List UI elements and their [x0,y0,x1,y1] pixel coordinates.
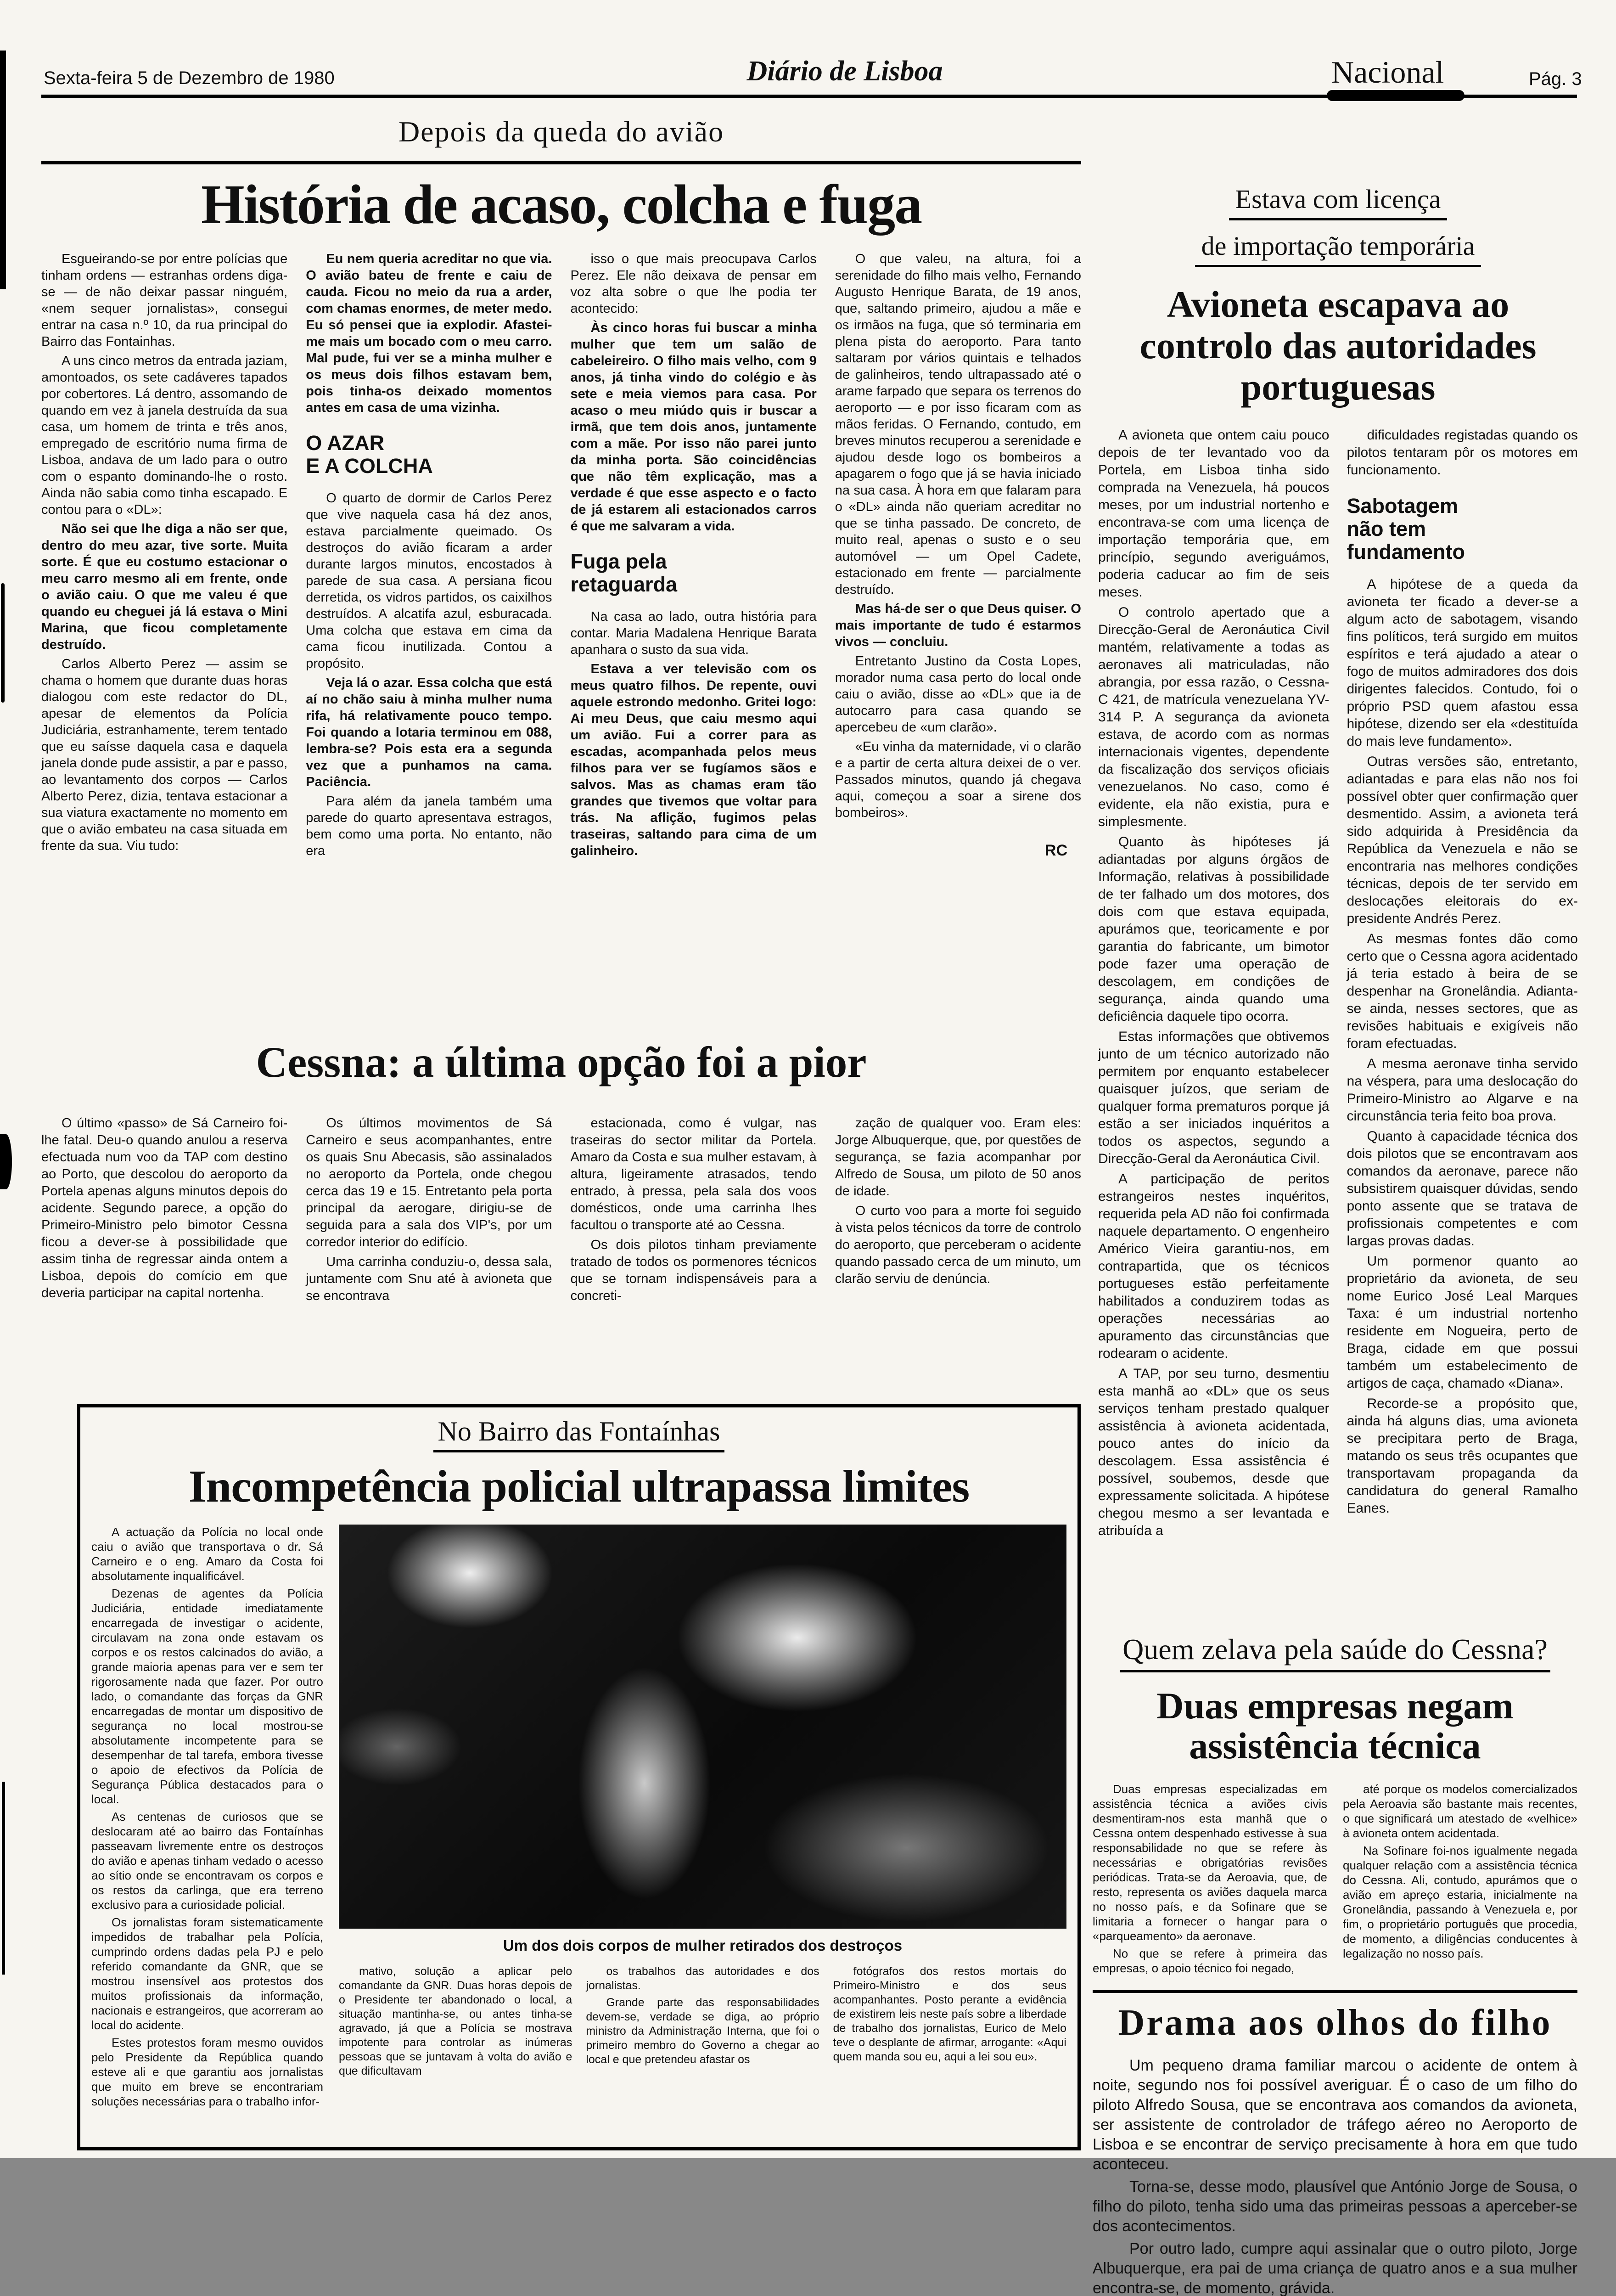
paragraph: Os últimos movimentos de Sá Carneiro e seus acompanhantes, entre os quais Snu Abecasis, são assinalados no aeroporto da Portela, onde chegou cerca das 19 e 15. Entretanto pela porta principal da aerogare, dirigiu-se de seguida para a sala dos VIP's, por um corredor interior do edifício. [306,1116,552,1249]
article-headline: Cessna: a última opção foi a pior [256,1038,867,1086]
bottom-column-2 [586,1964,819,2081]
quote-paragraph: Eu nem queria acreditar no que via. O avião bateu de frente e caiu de cauda. Ficou no meio da rua a arder, com chamas enormes, de meter medo. Eu só pensei que ia explodir. Afastei-me mais um bocado com o meu carro. Mal pude, fui ver se a minha mulher e os meus dois filhos estavam bem, pois tinha-os deixado momentos antes em casa de uma vizinha. [306,252,552,415]
quote-paragraph: Estava a ver televisão com os meus quatro filhos. De repente, ouvi aquele estrondo medonho. Gritei logo: Ai meu Deus, que caiu mesmo aqui um avião. Fui a correr para as escadas, acompanhada pelos meus filhos para ver se fugíamos sãos e salvos. Mas as chamas eram tão grandes que tivemos que voltar para trás. Na aflição, fugimos pelas traseiras, saltando para cima de um galinheiro. [570,661,817,858]
article-body [91,1525,1066,2111]
photo-caption: Um dos dois corpos de mulher retirados dos destroços [503,1937,903,1954]
paragraph: Torna-se, desse modo, plausível que António Jorge de Sousa, o filho do piloto, tenha sido uma das primeiras pessoas a aperceber-se dos acontecimentos. [1093,2178,1577,2235]
article-incompetencia-policial [77,1404,1081,2150]
article-headline-drama: Drama aos olhos do filho [1118,2002,1552,2043]
paragraph: Um pormenor quanto ao proprietário da avioneta, de seu nome Eurico José Leal Marques Taxa: é um industrial nortenho residente em Nogueira, perto de Braga, cidade em que possui também um estabelecimento de artigos de caça, chamado «Diana». [1347,1253,1578,1391]
section-label: Nacional [1331,55,1444,90]
paragraph: Quanto à capacidade técnica dos dois pilotos que se encontravam aos comandos da aeronave, parece não subsistirem quaisquer dúvidas, sendo ponto assente que se tratava de profissionais competentes e com largas provas dadas. [1347,1128,1578,1249]
bottom-column-1 [339,1964,572,2081]
article-kicker-line1: Estava com licença [1229,184,1448,220]
edition-date: Sexta-feira 5 de Dezembro de 1980 [44,68,335,88]
article-columns [1098,427,1578,1542]
paragraph: dificuldades registadas quando os pilotos tentaram pôr os motores em funcionamento. [1347,427,1578,478]
subhead-o-azar-e-a-colcha: O AZAR E A COLCHA [306,431,433,478]
paragraph: isso o que mais preocupava Carlos Perez. Ele não deixava de pensar em voz alta sobre o que lhe podia ter acontecido: [570,252,817,316]
paragraph: Grande parte das responsabilidades devem-se, verdade se diga, ao próprio ministro da Administração Interna, que foi o primeiro membro do Governo a chegar ao local e que pretendeu afastar os [586,1996,819,2066]
paragraph: Para além da janela também uma parede do quarto apresentava estragos, bem como uma porta. No entanto, não era [306,793,552,858]
paragraph: zação de qualquer voo. Eram eles: Jorge Albuquerque, que, por questões de segurança, se fazia acompanhar por Alfredo de Sousa, um piloto de 50 anos de idade. [835,1116,1081,1199]
paragraph: No que se refere à primeira das empresas, o apoio técnico foi negado, [1093,1946,1327,1975]
column-2 [306,251,552,862]
paragraph: Carlos Alberto Perez — assim se chama o homem que durante duas horas dialogou com este redactor do DL, apesar de elementos da Polícia Judiciária, estranhamente, terem tentado que eu saísse daquela casa e daquela janela donde pude assistir, a par e passo, ao levantamento dos corpos — Carlos Alberto Perez, dizia, tentava estacionar a sua viatura exactamente no momento em que o avião embateu na casa situada em frente da sua. Viu tudo: [41,657,288,853]
bottom-column-3 [833,1964,1066,2081]
article-headline [1093,1686,1577,1766]
column-4 [835,1115,1081,1307]
article-cessna-ultima-opcao [41,1037,1081,1307]
paragraph: Estes protestos foram mesmo ouvidos pelo Presidente da República quando esteve ali e que garantiu aos jornalistas que muito em breve se encontrariam soluções necessárias para o trabalho infor- [91,2036,323,2108]
paragraph: A uns cinco metros da entrada jaziam, amontoados, os sete cadáveres tapados por cobertores. Lá dentro, assomando de quando em vez à janela destruída da sua casa, um homem de trinta e três anos, empregado de escritório numa firma de Lisboa, andava de um lado para o outro com o espanto dominando-lhe o rosto. Ainda não sabia como tinha escapado. E contou para o «DL»: [41,354,288,517]
column-3 [571,251,817,862]
article-columns [41,1115,1081,1307]
paragraph: estacionada, como é vulgar, nas traseiras do sector militar da Portela. Amaro da Costa e sua mulher estavam, à altura, ligeiramente atrasados, tendo entrado, à pressa, pela sala dos voos domésticos, onde uma carrinha lhes facultou o transporte até ao Cessna. [570,1116,817,1232]
paragraph: «Eu vinha da maternidade, vi o clarão e a partir de certa altura deixei de o ver. Passados minutos, quando já chegava aqui, começou a soar a sirene dos bombeiros». [835,739,1081,820]
paragraph: Duas empresas especializadas em assistência técnica a aviões civis desmentiram-nos esta manhã que o Cessna ontem despenhado estivesse à sua responsabilidade no que se refere às necessárias e obrigatórias revisões periódicas. Trata-se da Aeroavia, que, de resto, representa os aviões daquela marca no nosso país, e da Sofinare que se limitaria a fornecer o hangar para o «parqueamento» da aeronave. [1093,1782,1327,1943]
paragraph: Uma carrinha conduziu-o, dessa sala, juntamente com Snu até à avioneta que se encontrava [306,1255,552,1303]
paragraph: O último «passo» de Sá Carneiro foi-lhe fatal. Deu-o quando anulou a reserva efectuada num voo da TAP com destino ao Porto, que descolou do aeroporto da Portela apenas alguns minutos depois do acidente. Segundo parece, a opção do Primeiro-Ministro pelo bimotor Cessna ficou a dever-se à possibilidade que assim tinha de regressar ainda ontem a Lisboa, depois do comício em que deveria participar na capital nortenha. [41,1116,288,1300]
paragraph: fotógrafos dos restos mortais do Primeiro-Ministro e dos seus acompanhantes. Posto perante a evidência de existirem leis neste país sobre a liberdade de trabalho dos jornalistas, Eurico de Melo teve o desplante de afirmar, arrogante: «Aqui quem manda sou eu, aqui a lei sou eu». [833,1965,1066,2063]
article-historia-de-acaso [41,115,1081,862]
paragraph: Na Sofinare foi-nos igualmente negada qualquer relação com a assistência técnica do Cessna. Ali, contudo, apurámos que o avião em apreço estaria, inicialmente na Gronelândia, passando à Venezuela e, por fim, o proprietário português que procedia, de momento, a diligências conducentes à legalização no nosso país. [1343,1843,1577,1960]
quote-paragraph: Mas há-de ser o que Deus quiser. O mais importante de tudo é estarmos vivos — concluiu. [835,602,1081,649]
paragraph: O controlo apertado que a Direcção-Geral de Aeronáutica Civil mantém, relativamente a todas as aeronaves ali matriculadas, não abrangia, por essa razão, o Cessna-C 421, de matrícula venezuelana YV-314 P. A segurança da avioneta estava, de acordo com as normas internacionais vigentes, dependente da fiscalização dos serviços oficiais venezuelanos. No caso, como é evidente, ela não existia, pura e simplesmente. [1098,604,1330,829]
article-headline: Incompetência policial ultrapassa limites [188,1461,970,1512]
paragraph: Dezenas de agentes da Polícia Judiciária, entidade imediatamente encarregada de investigar o acidente, circulavam na zona onde estavam os corpos e os restos calcinados do avião, a grande maioria apenas para ver e sem ter rigorosamente nada que fazer. Por outro lado, o comandante das forças da GNR encarregadas de montar um dispositivo de segurança no local mostrou-se absolutamente incompetente para se desempenhar de tal tarefa, embora tivesse o apoio de efectivos da Polícia de Segurança Pública destacados para o local. [91,1587,323,1806]
paragraph: Os jornalistas foram sistematicamente impedidos de trabalhar pela Polícia, cumprindo ordens dadas pela PJ e pelo referido comandante da GNR, que se mostrou insensível aos protestos dos muitos profissionais da informação, nacionais e estrangeiros, que acorreram ao local do acidente. [91,1915,323,2032]
headline-line1: Duas empresas negam [1156,1685,1514,1727]
paragraph: A participação de peritos estrangeiros nestes inquéritos, requerida pela AD não foi confirmada naquele departamento. O engenheiro Américo Vieira garantiu-nos, em contrapartida, que os técnicos portugueses estão perfeitamente habilitados a conduzirem todas as operações necessárias ao apuramento das circunstâncias que rodearam o acidente. [1098,1171,1330,1361]
article-body-drama [1093,2056,1577,2296]
column-2 [1347,427,1578,1542]
paragraph: Na casa ao lado, outra história para contar. Maria Madalena Henrique Barata apanhara o susto da sua vida. [570,609,817,657]
column-1 [1093,1782,1327,1978]
column-3 [571,1115,817,1307]
paragraph: O que valeu, na altura, foi a serenidade do filho mais velho, Fernando Augusto Henrique Barata, de 19 anos, que, saltando primeiro, ajudou a mãe e os irmãos na fuga, que só terminaria em plena pista do aeroporto. Para tanto saltaram por vários quintais e telhados de galinheiros, tendo ultrapassado até o arame farpado que separa os terrenos do aeroporto — e por isso ficaram com as mãos feridas. O Fernando, contudo, em breves minutos recuperou a serenidade e ajudou desde logo os bombeiros a apagarem o fogo que já se havia iniciado na sua casa. À hora em que falaram para o «DL» ainda não queriam acreditar no que se tinha passado. De concreto, de muito real, apenas o susto e o seu automóvel — um Opel Cadete, estacionado em frente — parcialmente destruído. [835,252,1081,597]
paragraph: A mesma aeronave tinha servido na véspera, para uma deslocação do Primeiro-Ministro ao Algarve e na circunstância teria feito boa prova. [1347,1056,1578,1124]
paragraph: As centenas de curiosos que se deslocaram até ao bairro das Fontaínhas passeavam livremente entre os destroços do avião e apenas tinham vedado o acesso ao sítio onde se encontravam os corpos e os restos da carlinga, que era terreno exclusivo para a curiosidade policial. [91,1810,323,1912]
scan-artifact [2,1782,5,1975]
paragraph: Esgueirando-se por entre polícias que tinham ordens — estranhas ordens diga-se — de não deixar passar ninguém, «nem sequer jornalistas», consegui entrar na casa n.º 10, da rua principal do Bairro das Fontainhas. [41,252,288,349]
paragraph: A hipótese de a queda da avioneta ter ficado a dever-se a algum acto de sabotagem, visando fins políticos, terá surgido em muitos espíritos e terá ajudado a atear o fogo de muitos admiradores dos dois dirigentes falecidos. Contudo, foi o próprio PSD quem afastou essa hipótese, dizendo ser ela «destituída do mais leve fundamento». [1347,576,1578,749]
column-1 [41,251,287,862]
column-1 [1098,427,1330,1542]
headline-line2: assistência técnica [1189,1724,1481,1767]
paragraph: Um pequeno drama familiar marcou o acidente de ontem à noite, segundo nos foi possível averiguar. É o caso de um filho do piloto Alfredo Sousa, que se encontrava aos comandos da avioneta, ser assistente de controlador de tráfego aéreo no Aeroporto de Lisboa e se encontrar de serviço precisamente à hora em que tudo aconteceu. [1093,2056,1577,2173]
paragraph: Por outro lado, cumpre aqui assinalar que o outro piloto, Jorge Albuquerque, era pai de uma criança de quatro anos e a sua mulher encontra-se, de momento, grávida. [1093,2240,1577,2296]
article-kicker-line2: de importação temporária [1195,231,1481,267]
page-number: Pág. 3 [1529,69,1582,89]
column-4 [835,251,1081,862]
masthead: Diário de Lisboa [746,56,943,87]
paragraph: Outras versões são, entretanto, adiantadas e para elas não nos foi possível obter quer confirmação quer desmentido. Assim, a avioneta terá sido adquirida à Presidência da República da Venezuela e não se encontraria nas melhores condições técnicas, depois de ter servido em deslocações eleitorais do ex-presidente Andrés Perez. [1347,754,1578,926]
column-2 [306,1115,552,1307]
article-columns [1093,1782,1577,1978]
byline: RC [1044,842,1067,859]
paragraph: os trabalhos das autoridades e dos jornalistas. [586,1965,819,1992]
scan-artifact [1,583,5,703]
article-duas-empresas [1093,1632,1577,2296]
paragraph: mativo, solução a aplicar pelo comandante da GNR. Duas horas depois de o Presidente ter abandonado o local, a situação mantinha-se, ou antes tinha-se agravado, já que a Polícia se mostrava impotente para controlar as inúmeras pessoas que se juntavam à volta do avião e que dificultavam [339,1965,572,2077]
paragraph: A avioneta que ontem caiu pouco depois de ter levantado voo da Portela, em Lisboa tinha sido comprada na Venezuela, há poucos meses, por um industrial nortenho e encontrava-se com uma licença de importação temporária que, em princípio, segundo averiguámos, poderia caducar ao fim de seis meses. [1098,427,1330,600]
paragraph: até porque os modelos comercializados pela Aeroavia são bastante mais recentes, o que significará um atestado de «velhice» à avioneta ontem acidentada. [1343,1782,1577,1840]
article-kicker: No Bairro das Fontaínhas [433,1416,725,1452]
kicker-rule [41,161,1081,164]
column-2 [1343,1782,1577,1978]
paragraph: Estas informações que obtivemos junto de um técnico autorizado não permitem por enquanto estabelecer quaisquer juízos, que seriam de qualquer forma prematuros porque já estão a ser iniciados inquéritos a todos os aspectos, segundo a Direcção-Geral da Aeronáutica Civil. [1098,1029,1330,1166]
article-avioneta-escapava [1098,184,1578,1542]
scan-artifact [0,1134,12,1189]
section-rule [1093,1990,1577,1993]
paragraph: A actuação da Polícia no local onde caiu o avião que transportava o dr. Sá Carneiro e o eng. Amaro da Costa foi absolutamente inqualificável. [91,1525,323,1583]
column-1 [91,1525,323,2111]
paragraph: Entretanto Justino da Costa Lopes, morador numa casa perto do local onde caiu o avião, disse ao «DL» que ia de autocarro para casa quando se apercebeu de «um clarão». [835,654,1081,735]
wreckage-photo [339,1525,1066,1929]
subhead-sabotagem: Sabotagem não tem fundamento [1347,494,1465,564]
paragraph: Quanto às hipóteses já adiantadas por alguns órgãos de Informação, relativas à possibilidade de ter falhado um dos motores, dos dois com que estava equipada, apurámos que, teoricamente e por garantia do fabricante, um bimotor pode fazer uma operação de descolagem, em condições de segurança, ainda quando uma deficiência daquele tipo ocorra. [1098,834,1330,1024]
article-headline: História de acaso, colcha e fuga [201,174,922,236]
scan-artifact [0,51,6,289]
article-kicker: Quem zelava pela saúde do Cessna? [1120,1632,1550,1672]
photo-and-columns [339,1525,1066,2111]
header-rule-mark [1327,90,1464,101]
paragraph: O curto voo para a morte foi seguido à vista pelos técnicos da torre de controlo do aeroporto, que perceberam o acidente quando passado cerca de um minuto, um clarão serviu de denúncia. [835,1204,1081,1286]
quote-paragraph: Não sei que lhe diga a não ser que, dentro do meu azar, tive sorte. Muita sorte. É que eu costumo estacionar o meu carro mesmo ali em frente, onde o avião caiu. O que me valeu é que quando eu cheguei já lá estava o Mini Marina, que ficou completamente destruído. [41,522,288,652]
column-1 [41,1115,287,1307]
paragraph: Recorde-se a propósito que, ainda há alguns dias, uma avioneta se precipitara perto de Braga, matando os seus três ocupantes que transportavam propaganda da candidatura do general Ramalho Eanes. [1347,1396,1578,1516]
paragraph: Os dois pilotos tinham previamente tratado de todos os pormenores técnicos que se tornam indispensáveis para a concreti- [570,1238,817,1303]
article-headline: Avioneta escapava ao controlo das autoridades portuguesas [1139,283,1537,408]
article-columns [41,251,1081,862]
paragraph: O quarto de dormir de Carlos Perez que vive naquela casa há dez anos, estava parcialmente queimado. Os destroços do avião ficaram a arder durante largos minutos, encostados à parede de sua casa. A persiana ficou derretida, os vidros partidos, os caixilhos destruídos. A alcatifa azul, esburacada. Uma colcha que estava em cima da cama ficou inutilizada. Contou a propósito. [306,490,552,671]
subhead-fuga-pela-retaguarda: Fuga pela retaguarda [570,550,678,597]
paragraph: As mesmas fontes dão como certo que o Cessna agora acidentado já teria estado à beira de se despenhar na Gronelândia. Adianta-se ainda, nesses sectores, que as revisões habituais e exigíveis não foram efectuadas. [1347,931,1578,1051]
quote-paragraph: Veja lá o azar. Essa colcha que está aí no chão saiu à minha mulher numa rifa, há relativamente pouco tempo. Foi quando a lotaria terminou em 088, lembra-se? Pois esta era a segunda vez que a punhamos na cama. Paciência. [306,675,552,789]
bottom-columns [339,1964,1066,2081]
article-kicker: Depois da queda do avião [398,115,724,148]
quote-paragraph: Às cinco horas fui buscar a minha mulher que tem um salão de cabeleireiro. O filho mais velho, com 9 anos, já tinha vindo do colégio e às sete e meia viemos para casa. Por acaso o meu miúdo quis ir buscar a irmã, que tem dois anos, juntamente com a mãe. Por isso não parei junto da minha porta. São coincidências que não têm explicação, mas a verdade é que esse aspecto e o facto de já estarem ali estacionados carros é que me salvaram a vida. [570,321,817,534]
paragraph: A TAP, por seu turno, desmentiu esta manhã ao «DL» que os seus serviços tenham prestado qualquer assistência à avioneta acidentada, pouco antes do início da descolagem. Essa assistência é possível, soubemos, desde que expressamente solicitada. A hipótese chegou mesmo a ser levantada e atribuída a [1098,1366,1330,1538]
